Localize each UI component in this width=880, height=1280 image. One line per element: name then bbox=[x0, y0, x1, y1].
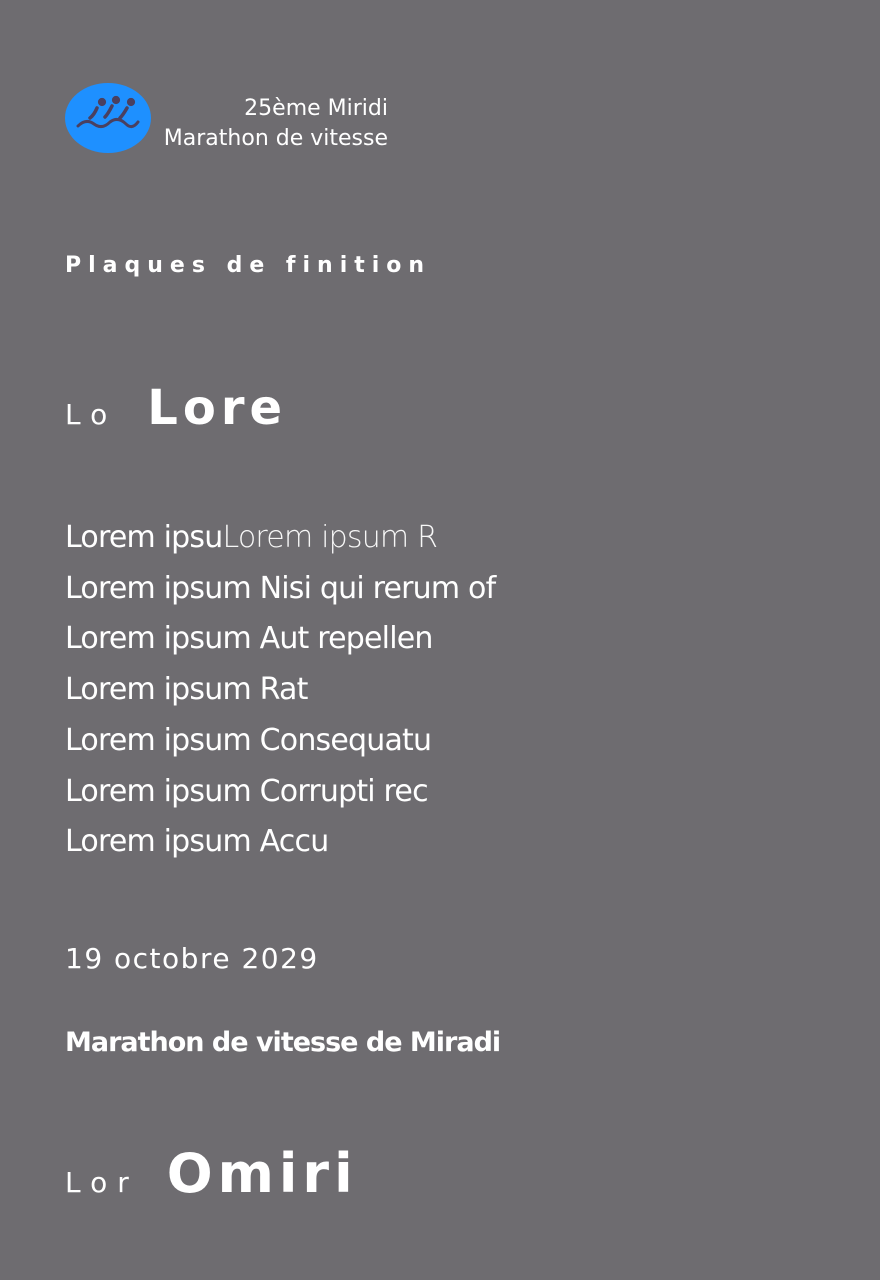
race-name: Marathon de vitesse de Miradi bbox=[65, 1027, 501, 1058]
list-item: Lorem ipsum Nisi qui rerum of bbox=[65, 570, 496, 606]
list-item: Lorem ipsum Corrupti rec bbox=[65, 773, 428, 809]
finisher-list bbox=[65, 513, 495, 868]
bottom-name-small: Lor bbox=[65, 1166, 139, 1199]
list-item-part-a: Lorem ipsu bbox=[65, 520, 223, 555]
event-title bbox=[148, 94, 388, 154]
top-name-big: Lore bbox=[147, 380, 288, 436]
section-heading: Plaques de finition bbox=[65, 253, 432, 278]
list-item: Lorem ipsum Accu bbox=[65, 824, 329, 860]
event-title-line2: Marathon de vitesse bbox=[163, 126, 388, 151]
list-item bbox=[65, 513, 495, 564]
event-date: 19 octobre 2029 bbox=[65, 942, 319, 975]
list-item-part-b: Lorem ipsum R bbox=[222, 520, 438, 555]
list-item: Lorem ipsum Aut repellen bbox=[65, 621, 433, 657]
runners-logo-icon bbox=[64, 82, 152, 154]
bottom-name bbox=[65, 1142, 358, 1205]
top-name bbox=[65, 380, 287, 436]
top-name-small: Lo bbox=[65, 398, 118, 431]
list-item: Lorem ipsum Rat bbox=[65, 672, 308, 708]
event-title-line1: 25ème Miridi bbox=[244, 96, 388, 121]
bottom-name-big: Omiri bbox=[166, 1142, 358, 1205]
list-item: Lorem ipsum Consequatu bbox=[65, 722, 432, 758]
